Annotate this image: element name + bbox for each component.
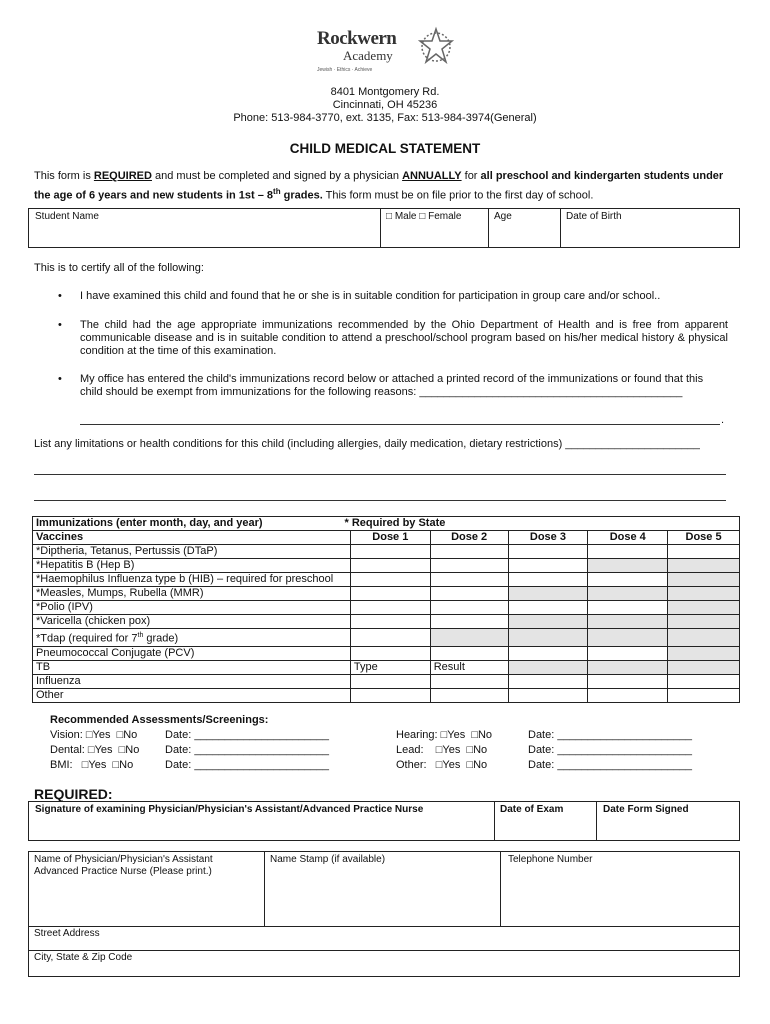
bullet-icon: •	[58, 290, 62, 302]
table-row	[33, 660, 740, 674]
limitations-line-1[interactable]	[34, 474, 726, 475]
physician-name-label-1: Name of Physician/Physician's Assistant	[34, 854, 213, 865]
dose-cell[interactable]	[430, 615, 508, 629]
address-line-2: Cincinnati, OH 45236	[332, 99, 438, 111]
intro-bold-2: grades.	[280, 189, 323, 202]
dose-header: Dose 2	[430, 531, 508, 545]
intro-sup: th	[273, 187, 281, 196]
page-title: CHILD MEDICAL STATEMENT	[289, 141, 481, 156]
required-heading: REQUIRED:	[34, 786, 113, 802]
city-state-zip-field[interactable]: City, State & Zip Code	[34, 952, 133, 963]
intro-paragraph	[34, 169, 734, 204]
tdap-label: *Tdap (required for 7	[36, 632, 138, 645]
dose-cell[interactable]	[350, 646, 430, 660]
dose-cell[interactable]	[350, 615, 430, 629]
vaccines-header: Vaccines	[33, 531, 351, 545]
tb-result-cell[interactable]: Result	[430, 660, 508, 674]
certify-intro: This is to certify all of the following:	[34, 262, 204, 274]
immunization-title: Immunizations (enter month, day, and year)	[36, 517, 263, 529]
vaccine-name: Pneumococcal Conjugate (PCV)	[33, 646, 351, 660]
dose-cell[interactable]	[508, 688, 588, 702]
yes-no-checkboxes[interactable]: □Yes □No	[429, 759, 488, 771]
vaccine-name: Influenza	[33, 674, 351, 688]
dose-cell[interactable]	[430, 545, 508, 559]
dose-cell[interactable]	[430, 559, 508, 573]
phone-line: Phone: 513-984-3770, ext. 3135, Fax: 513-984-3974(General)	[233, 112, 537, 124]
yes-no-checkboxes[interactable]: □Yes □No	[75, 759, 134, 771]
dose-header: Dose 4	[588, 531, 668, 545]
physician-name-field[interactable]	[34, 854, 213, 878]
dose-cell[interactable]	[430, 688, 508, 702]
dose-cell[interactable]	[508, 573, 588, 587]
limitations-line-2[interactable]	[34, 500, 726, 501]
dose-header: Dose 1	[350, 531, 430, 545]
screening-hearing	[396, 729, 492, 741]
dose-cell[interactable]	[668, 674, 740, 688]
dose-cell[interactable]	[588, 688, 668, 702]
dose-cell[interactable]	[350, 688, 430, 702]
dose-cell[interactable]	[350, 674, 430, 688]
hearing-date-field[interactable]: Date: ______________________	[528, 729, 692, 741]
intro-text-3: for	[461, 170, 481, 182]
screening-other	[396, 759, 487, 771]
screening-dental	[50, 744, 139, 756]
screening-label: Vision:	[50, 729, 86, 741]
lead-date-field[interactable]: Date: ______________________	[528, 744, 692, 756]
table-row	[33, 629, 740, 647]
table-row	[33, 646, 740, 660]
vaccine-name: Other	[33, 688, 351, 702]
dose-cell[interactable]	[350, 559, 430, 573]
tdap-tail: grade)	[143, 632, 179, 645]
student-info-table	[28, 208, 740, 248]
dose-cell[interactable]	[668, 545, 740, 559]
certify-bullet-3: My office has entered the child's immunizations record below or attached a printed record of the immunizations or found that this child should be exempt from immunizations for the following reasons: ___________________________________________	[80, 373, 704, 398]
signature-field[interactable]: Signature of examining Physician/Physician's Assistant/Advanced Practice Nurse	[35, 804, 424, 815]
screening-label: Dental:	[50, 744, 88, 756]
vaccine-name: *Polio (IPV)	[33, 601, 351, 615]
yes-no-checkboxes[interactable]: □Yes □No	[85, 729, 138, 741]
intro-text-2: and must be completed and signed by a physician	[151, 170, 403, 182]
dose-header: Dose 5	[668, 531, 740, 545]
dose-cell[interactable]	[350, 601, 430, 615]
dose-cell[interactable]	[508, 559, 588, 573]
date-form-signed-field[interactable]: Date Form Signed	[603, 804, 689, 815]
dose-cell[interactable]	[508, 545, 588, 559]
screening-label: Lead:	[396, 744, 427, 756]
other-date-field[interactable]: Date: ______________________	[528, 759, 692, 771]
table-row	[33, 559, 740, 573]
dose-cell[interactable]	[588, 646, 668, 660]
period: .	[721, 414, 725, 426]
vaccine-name: *Hepatitis B (Hep B)	[33, 559, 351, 573]
certify-bullet-1: I have examined this child and found that he or she is in suitable condition for participation in group care and/or school..	[80, 290, 661, 302]
intro-required: REQUIRED	[93, 170, 152, 182]
bmi-date-field[interactable]: Date: ______________________	[165, 759, 329, 771]
table-row	[33, 688, 740, 702]
vaccine-name	[33, 629, 351, 647]
dose-header: Dose 3	[508, 531, 588, 545]
intro-bold-1: all preschool and kindergarten students under the age of 6 years and new students in 1st – 8	[34, 170, 724, 202]
date-of-exam-field[interactable]: Date of Exam	[500, 804, 564, 815]
dose-cell[interactable]	[350, 573, 430, 587]
limitations-label: List any limitations or health conditions for this child (including allergies, daily medication, dietary restrictions) ______________________	[34, 438, 700, 450]
dose-cell[interactable]	[350, 629, 430, 647]
student-name-field[interactable]: Student Name	[35, 211, 99, 222]
screening-vision	[50, 729, 137, 741]
immunization-table	[32, 516, 740, 703]
telephone-field[interactable]: Telephone Number	[508, 854, 593, 865]
dose-cell[interactable]	[430, 573, 508, 587]
dose-cell[interactable]	[668, 688, 740, 702]
intro-text-4: This form must be on file prior to the first day of school.	[322, 189, 594, 202]
street-address-field[interactable]: Street Address	[34, 928, 100, 939]
name-stamp-field[interactable]: Name Stamp (if available)	[270, 854, 386, 865]
table-row	[33, 545, 740, 559]
screening-label: Other:	[396, 759, 430, 771]
yes-no-checkboxes[interactable]: □Yes □No	[87, 744, 140, 756]
logo-star-icon	[418, 26, 454, 72]
yes-no-checkboxes[interactable]: □Yes □No	[440, 729, 493, 741]
dose-cell[interactable]	[430, 587, 508, 601]
bullet-icon: •	[58, 373, 62, 385]
bullet-icon: •	[58, 319, 62, 331]
certify-bullet-2: The child had the age appropriate immunizations recommended by the Ohio Department of Health and is free from apparent communicable disease and is in suitable condition to attend a preschool/school program based on his/her medical history & physical condition at the time of this examination.	[80, 319, 728, 357]
dose-cell[interactable]	[508, 601, 588, 615]
vision-date-field[interactable]: Date: ______________________	[165, 729, 329, 741]
dose-cell[interactable]	[430, 674, 508, 688]
dose-cell[interactable]	[508, 674, 588, 688]
dose-cell[interactable]	[588, 601, 668, 615]
tdap-sup: th	[137, 632, 144, 639]
vaccine-name: *Haemophilus Influenza type b (HIB) – required for preschool	[33, 573, 351, 587]
dose-cell[interactable]	[430, 601, 508, 615]
tb-type-cell[interactable]: Type	[350, 660, 430, 674]
screening-bmi	[50, 759, 133, 771]
table-row	[33, 674, 740, 688]
dose-cell[interactable]	[350, 545, 430, 559]
exemption-reason-line[interactable]	[80, 424, 720, 425]
table-row	[33, 573, 740, 587]
vaccine-name: *Varicella (chicken pox)	[33, 615, 351, 629]
sex-checkbox-field[interactable]: □ Male □ Female	[386, 211, 462, 222]
dose-cell[interactable]	[430, 646, 508, 660]
vaccine-name: *Diptheria, Tetanus, Pertussis (DTaP)	[33, 545, 351, 559]
logo-tagline: Jewish · Ethics · Achieve	[317, 67, 373, 73]
logo-name-line1: Rockwern	[317, 28, 397, 49]
table-row	[33, 587, 740, 601]
table-row	[33, 601, 740, 615]
vaccine-name: TB	[33, 660, 351, 674]
dose-cell[interactable]	[508, 646, 588, 660]
address-line-1: 8401 Montgomery Rd.	[330, 86, 440, 98]
screening-label: BMI:	[50, 759, 76, 771]
screening-lead	[396, 744, 487, 756]
screenings-title: Recommended Assessments/Screenings:	[50, 714, 269, 726]
logo-name-line2: Academy	[343, 48, 393, 63]
screening-label: Hearing:	[396, 729, 441, 741]
vaccine-name: *Measles, Mumps, Rubella (MMR)	[33, 587, 351, 601]
dose-cell[interactable]	[588, 573, 668, 587]
physician-name-label-2: Advanced Practice Nurse (Please print.)	[34, 866, 212, 877]
dose-cell[interactable]	[588, 674, 668, 688]
age-field[interactable]: Age	[494, 211, 512, 222]
dose-cell[interactable]	[588, 545, 668, 559]
date-of-birth-field[interactable]: Date of Birth	[566, 211, 622, 222]
intro-text-1: This form is	[34, 170, 94, 182]
school-logo	[313, 26, 453, 78]
dose-cell[interactable]	[350, 587, 430, 601]
dental-date-field[interactable]: Date: ______________________	[165, 744, 329, 756]
intro-annually: ANNUALLY	[402, 170, 462, 182]
yes-no-checkboxes[interactable]: □Yes □No	[426, 744, 488, 756]
required-by-state-note: * Required by State	[344, 517, 446, 529]
table-row	[33, 615, 740, 629]
